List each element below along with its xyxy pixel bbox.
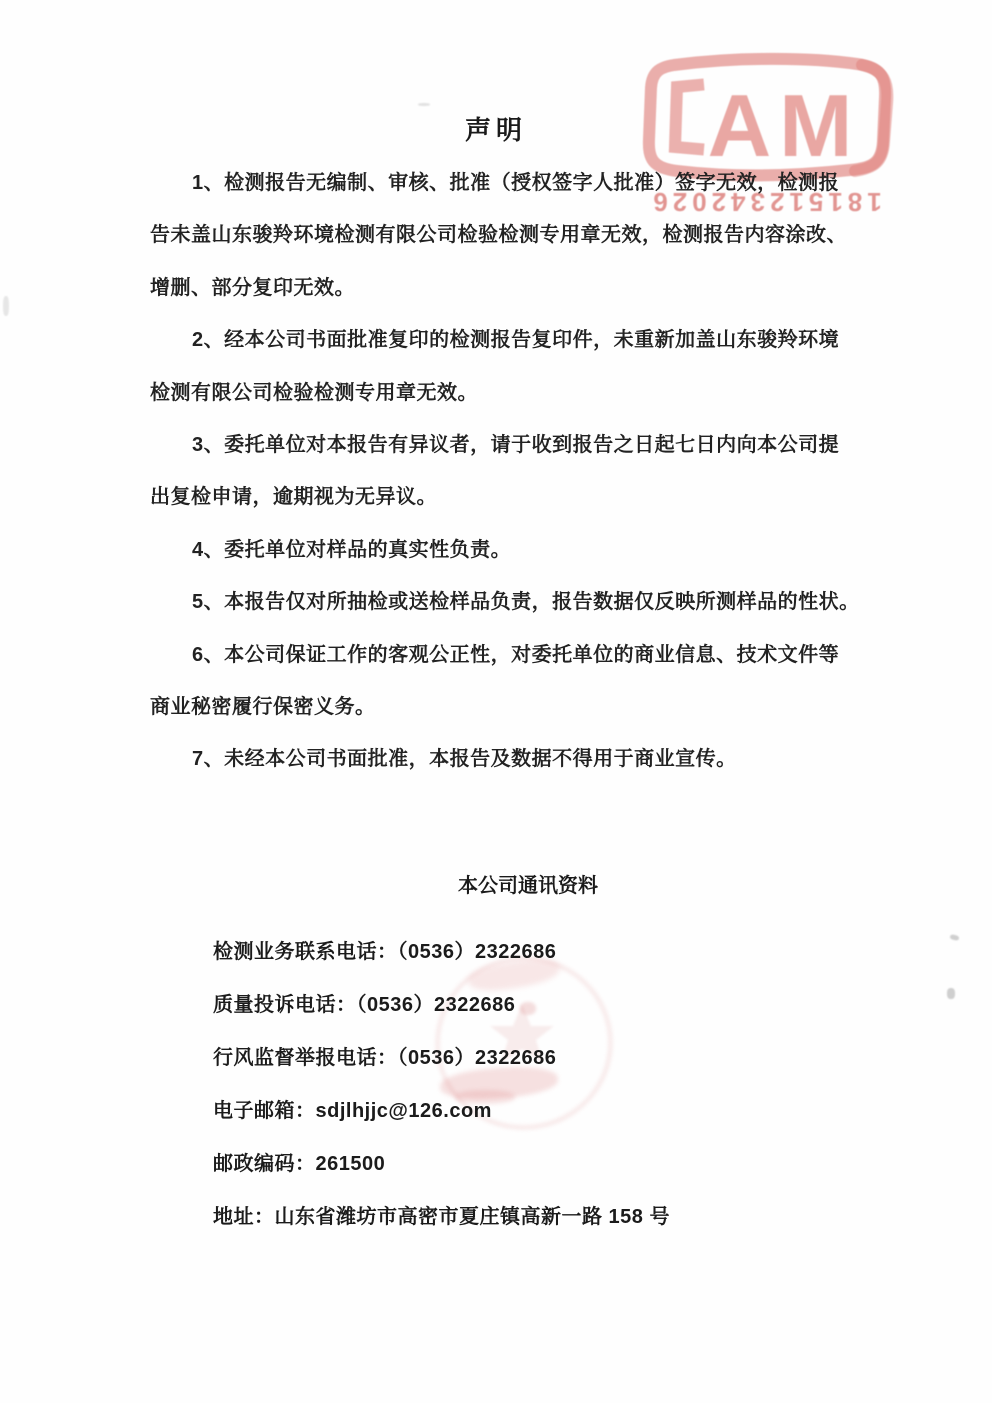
scan-noise-speck xyxy=(947,988,955,999)
declaration-line: 5、本报告仅对所抽检或送检样品负责，报告数据仅反映所测样品的性状。 xyxy=(192,591,860,614)
contact-item-address: 地址：山东省潍坊市高密市夏庄镇高新一路 158 号 xyxy=(213,1206,670,1228)
declaration-line: 3、委托单位对本报告有异议者，请于收到报告之日起七日内向本公司提 xyxy=(192,433,840,456)
page-title: 声明 xyxy=(464,115,527,145)
contact-item-business-phone: 检测业务联系电话：（0536）2322686 xyxy=(213,941,557,963)
declaration-line: 检测有限公司检验检测专用章无效。 xyxy=(150,381,478,404)
declaration-line: 7、未经本公司书面批准，本报告及数据不得用于商业宣传。 xyxy=(192,748,737,771)
declaration-line: 1、检测报告无编制、审核、批准（授权签字人批准）签字无效，检测报 xyxy=(192,172,840,194)
stamp-letters: AM xyxy=(707,76,861,175)
contact-list xyxy=(213,926,670,1244)
contact-item-complaint-phone: 质量投诉电话：（0536）2322686 xyxy=(213,994,516,1016)
declaration-line: 4、委托单位对样品的真实性负责。 xyxy=(192,538,512,561)
contact-item-postal-code: 邮政编码：261500 xyxy=(213,1153,386,1175)
stamp-number: 181512342026 xyxy=(648,187,882,217)
scan-noise-speck xyxy=(950,934,960,941)
declaration-line: 6、本公司保证工作的客观公正性，对委托单位的商业信息、技术文件等 xyxy=(192,643,840,666)
declaration-line: 告未盖山东骏羚环境检测有限公司检验检测专用章无效，检测报告内容涂改、 xyxy=(150,224,847,247)
contact-item-supervision-phone: 行风监督举报电话：（0536）2322686 xyxy=(213,1047,557,1069)
declaration-body xyxy=(150,157,860,786)
declaration-line: 增删、部分复印无效。 xyxy=(150,276,355,299)
declaration-line: 出复检申请，逾期视为无异议。 xyxy=(150,486,437,509)
contact-section-heading: 本公司通讯资料 xyxy=(458,875,598,897)
contact-item-email: 电子邮箱：sdjlhjjc@126.com xyxy=(213,1100,492,1122)
scan-noise-speck xyxy=(418,103,430,106)
declaration-line: 2、经本公司书面批准复印的检测报告复印件，未重新加盖山东骏羚环境 xyxy=(192,329,840,352)
scan-noise-speck xyxy=(3,296,9,316)
declaration-line: 商业秘密履行保密义务。 xyxy=(150,695,376,718)
